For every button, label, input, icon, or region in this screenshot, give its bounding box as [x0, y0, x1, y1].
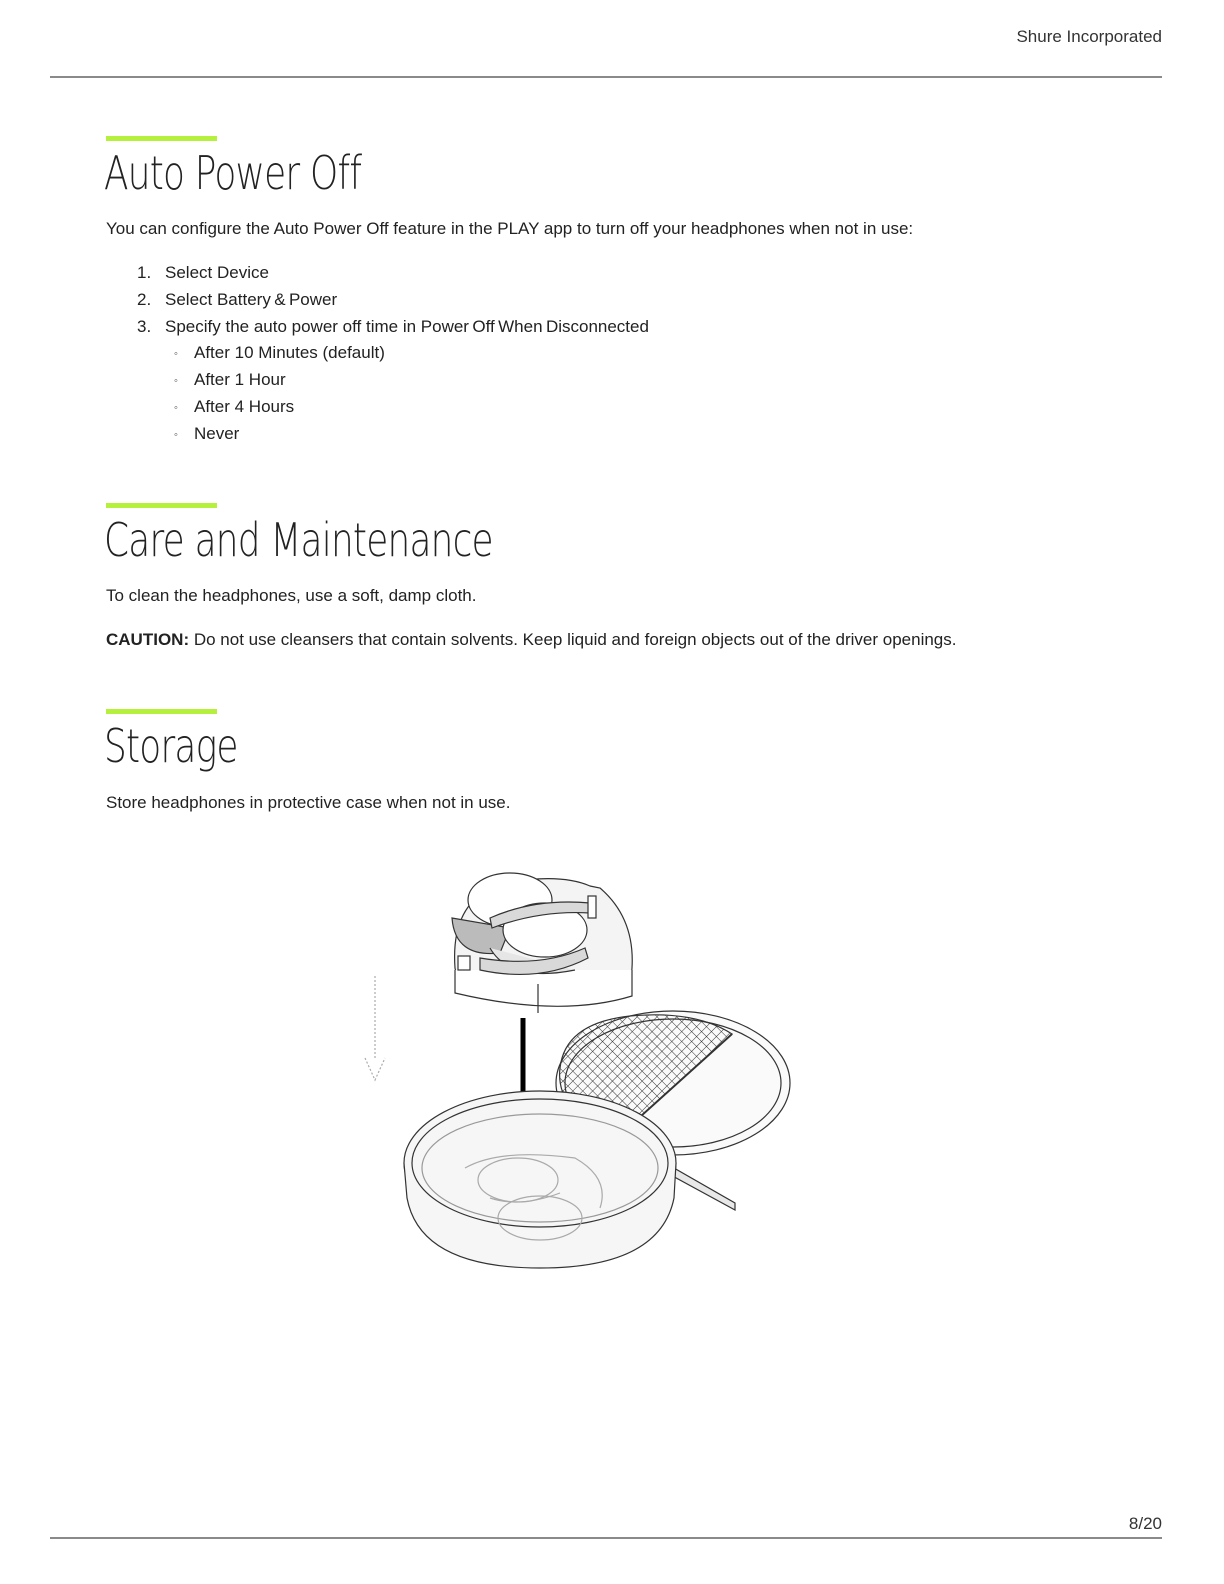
- header-company: Shure Incorporated: [1016, 27, 1162, 46]
- headphones-in-case-illustration: [360, 858, 800, 1278]
- step-text: Select Device: [165, 263, 269, 282]
- section-accent-bar: [106, 136, 217, 141]
- step-number: 1.: [137, 263, 152, 282]
- list-item: [106, 289, 649, 316]
- list-item: [174, 423, 385, 450]
- caution-paragraph: [106, 630, 956, 650]
- steps-list: [106, 262, 649, 343]
- section-title-auto-power-off: Auto Power Off: [104, 146, 362, 200]
- section-accent-bar: [106, 709, 217, 714]
- caution-label: CAUTION:: [106, 630, 190, 649]
- circle-bullet-icon: ◦: [174, 402, 178, 414]
- section-accent-bar: [106, 503, 217, 508]
- list-item: [174, 369, 385, 396]
- options-list: [174, 342, 385, 450]
- section-title-care: Care and Maintenance: [104, 513, 493, 567]
- option-text: After 10 Minutes (default): [194, 343, 385, 362]
- footer-rule: [50, 1537, 1162, 1539]
- option-text: Never: [194, 424, 240, 443]
- step-number: 3.: [137, 317, 152, 336]
- auto-power-off-intro: You can configure the Auto Power Off feature in the PLAY app to turn off your headphones when not in use:: [106, 219, 914, 238]
- step-number: 2.: [137, 290, 152, 309]
- step-text: Specify the auto power off time in Power Off When Disconnected: [165, 317, 649, 336]
- section-title-storage: Storage: [104, 719, 238, 773]
- footer-page-number: 8/20: [1128, 1514, 1162, 1533]
- option-text: After 1 Hour: [194, 370, 286, 389]
- circle-bullet-icon: ◦: [174, 429, 178, 441]
- step-text: Select Battery & Power: [165, 290, 338, 309]
- list-item: [174, 396, 385, 423]
- circle-bullet-icon: ◦: [174, 375, 178, 387]
- option-text: After 4 Hours: [194, 397, 295, 416]
- caution-text: Do not use cleansers that contain solvents. Keep liquid and foreign objects out of the driver openings.: [189, 630, 957, 649]
- header-rule: [50, 76, 1162, 78]
- storage-text: Store headphones in protective case when not in use.: [106, 793, 511, 812]
- circle-bullet-icon: ◦: [174, 348, 178, 360]
- list-item: [174, 342, 385, 369]
- care-text: To clean the headphones, use a soft, damp cloth.: [106, 586, 477, 605]
- list-item: [106, 316, 649, 343]
- list-item: [106, 262, 649, 289]
